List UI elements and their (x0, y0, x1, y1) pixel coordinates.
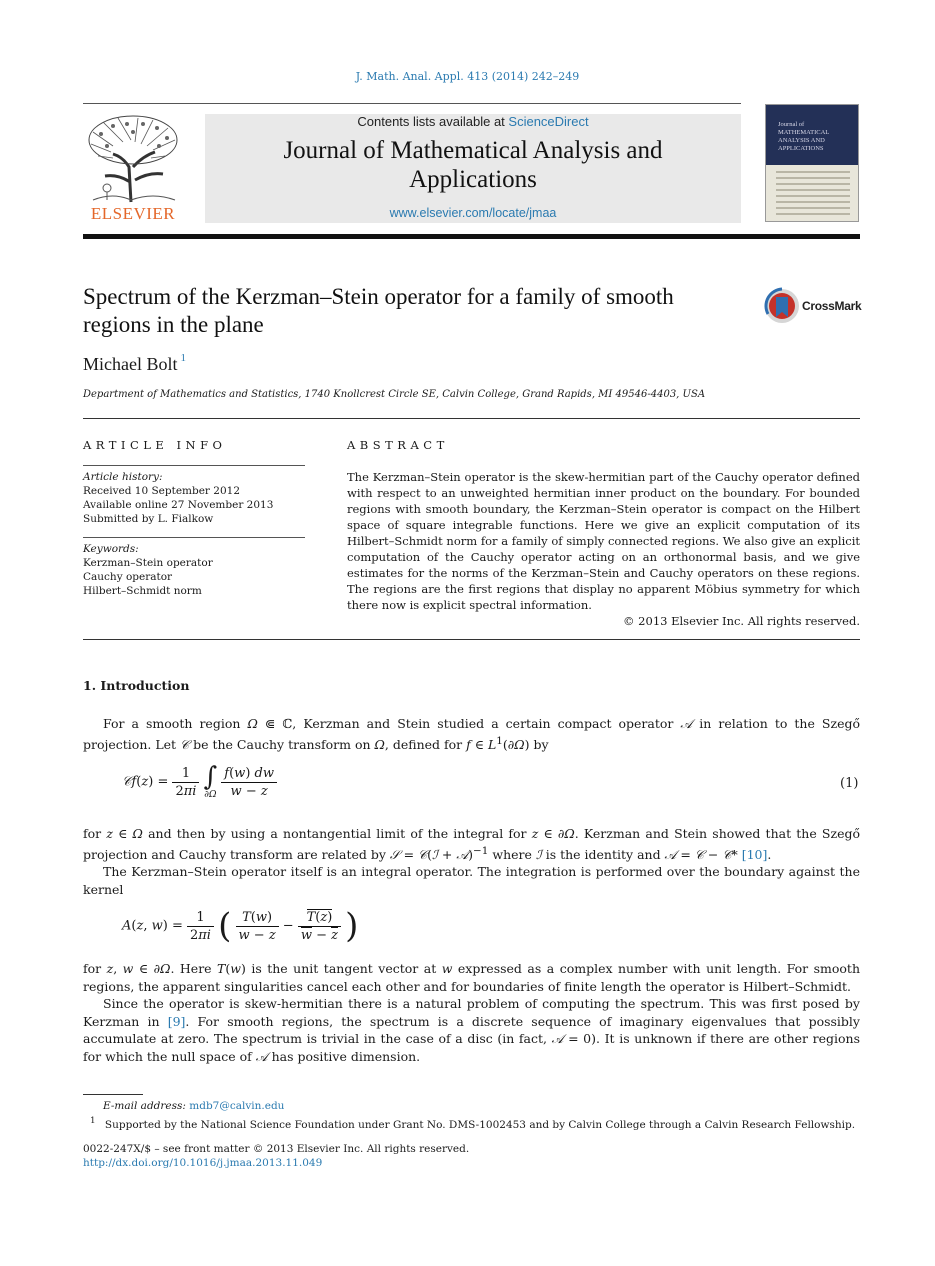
author-footnote-mark[interactable]: 1 (180, 352, 186, 364)
abstract-heading: ABSTRACT (347, 438, 449, 452)
issn-line: 0022-247X/$ – see front matter © 2013 Elsevier Inc. All rights reserved. (83, 1143, 470, 1155)
received-date: Received 10 September 2012 (83, 485, 241, 497)
reference-9-link[interactable]: [9] (167, 1013, 186, 1029)
keywords-block (83, 542, 305, 598)
keyword-item: Hilbert–Schmidt norm (83, 585, 202, 597)
crossmark-button[interactable] (764, 287, 864, 325)
contents-prefix: Contents lists available at (357, 114, 509, 129)
submitted-by: Submitted by L. Fialkow (83, 513, 214, 525)
keyword-item: Kerzman–Stein operator (83, 557, 213, 569)
article-title: Spectrum of the Kerzman–Stein operator for a family of smooth regions in the plane (83, 284, 674, 337)
front-matter-rule (83, 418, 860, 419)
header-rule (83, 103, 741, 104)
equation-kernel: A(z, w) = $\frac{1}{2\pi i}$ ( $\frac{T(w)}{w - z}$ − $\frac{T(z)}{w - z}$ ) (122, 906, 359, 946)
header-thick-rule (83, 234, 860, 239)
elsevier-logo[interactable] (83, 112, 183, 224)
cover-header (766, 105, 858, 165)
section-heading-introduction: 1. Introduction (83, 678, 190, 693)
sciencedirect-link[interactable]: ScienceDirect (508, 114, 589, 129)
cover-contents (776, 171, 850, 219)
journal-url-link[interactable]: www.elsevier.com/locate/jmaa (389, 206, 557, 220)
reference-10-link[interactable]: [10] (741, 846, 768, 862)
author-affiliation: Department of Mathematics and Statistics, 1740 Knollcrest Circle SE, Calvin College, Grand Rapids, MI 49546-4403, USA (83, 389, 706, 400)
equation-1: 𝒞f(z) = $\frac{1}{2\pi i}$ ∫ ∂Ω $\frac{f(w) dw}{w - z}$ (122, 764, 277, 816)
contents-line (205, 114, 741, 129)
history-label: Article history: (83, 471, 163, 483)
keywords-rule (83, 537, 305, 538)
author-name: Michael Bolt (83, 354, 178, 374)
article-history (83, 470, 305, 526)
intro-paragraph-3: for z, w ∈ ∂Ω. Here T(w) is the unit tangent vector at w expressed as a complex number with unit length. For smooth regions, the apparent singularities cancel each other and for boundaries of finite length the operator is Hilbert–Schmidt. Since the operator is skew-hermitian there is a natural problem of computing the spectrum. This was first posed by Kerzman in [9]. For smooth regions, the spectrum is a discrete sequence of imaginary eigenvalues that possibly accumulate at zero. The spectrum is trivial in the case of a disc (in fact, 𝒜 = 0). It is unknown if there are other regions for which the null space of 𝒜 has positive dimension. (83, 961, 861, 1064)
journal-banner (205, 114, 741, 223)
journal-name: Journal of Mathematical Analysis and Applications (283, 137, 663, 193)
keywords-label: Keywords: (83, 543, 139, 555)
footnote-rule (83, 1094, 143, 1095)
footnote-1-text: Supported by the National Science Foundation under Grant No. DMS-1002453 and by Calvin College through a Calvin Research Fellowship. (104, 1118, 856, 1131)
intro-paragraph-2: for z ∈ Ω and then by using a nontangential limit of the integral for z ∈ ∂Ω. Kerzman and Stein showed that the Szegő projection and Cauchy transform are related by 𝒮 = 𝒞(ℐ + 𝒜)$^{-1}$ where ℐ is the identity and 𝒜 = 𝒞 − 𝒞* [10]. The Kerzman–Stein operator itself is an integral operator. The integration is performed over the boundary against the kernel (83, 826, 860, 897)
article-info-rule (83, 465, 305, 466)
doi-link[interactable]: http://dx.doi.org/10.1016/j.jmaa.2013.11.049 (83, 1157, 323, 1169)
abstract-copyright: © 2013 Elsevier Inc. All rights reserved. (623, 614, 860, 628)
journal-citation[interactable]: J. Math. Anal. Appl. 413 (2014) 242–249 (355, 70, 580, 83)
elsevier-wordmark: ELSEVIER (90, 204, 176, 223)
article-info-heading: ARTICLE INFO (83, 438, 227, 452)
abstract-end-rule (83, 639, 860, 640)
keyword-item: Cauchy operator (83, 571, 173, 583)
crossmark-icon (764, 287, 800, 325)
author-line (83, 352, 186, 375)
footnote-1 (90, 1116, 855, 1131)
available-date: Available online 27 November 2013 (83, 499, 274, 511)
email-label: E-mail address: (103, 1100, 186, 1112)
elsevier-tree-icon (83, 112, 183, 204)
footnote-1-mark: 1 (90, 1116, 96, 1126)
equation-1-number: (1) (840, 776, 859, 791)
abstract-body: The Kerzman–Stein operator is the skew-hermitian part of the Cauchy operator defined with respect to an unweighted hermitian inner product on the boundary. For bounded regions with smooth boundary, the Kerzman–Stein operator is compact on the Hilbert space of square integrable functions. Here we give an explicit computation of its Hilbert–Schmidt norm for a family of simply connected regions. We also give an explicit computation of the Cauchy operator acting on an orthonormal basis, and we give estimates for the norms of the Kerzman–Stein and Cauchy operators on these regions. The regions are the first regions that display no apparent Möbius symmetry for which there now is explicit spectral information. (347, 470, 860, 612)
crossmark-label: CrossMark (802, 299, 862, 313)
footnote-email (103, 1100, 284, 1112)
intro-paragraph-1: For a smooth region Ω ⋐ ℂ, Kerzman and Stein studied a certain compact operator 𝒜 in relation to the Szegő projection. Let 𝒞 be the Cauchy transform on Ω, defined for f ∈ $L^1(\partial\Omega)$ by (83, 716, 860, 752)
cover-title: Journal of MATHEMATICAL ANALYSIS AND APPLICATIONS (778, 121, 830, 152)
email-link[interactable]: mdb7@calvin.edu (189, 1100, 285, 1112)
journal-cover-thumbnail[interactable] (765, 104, 859, 222)
